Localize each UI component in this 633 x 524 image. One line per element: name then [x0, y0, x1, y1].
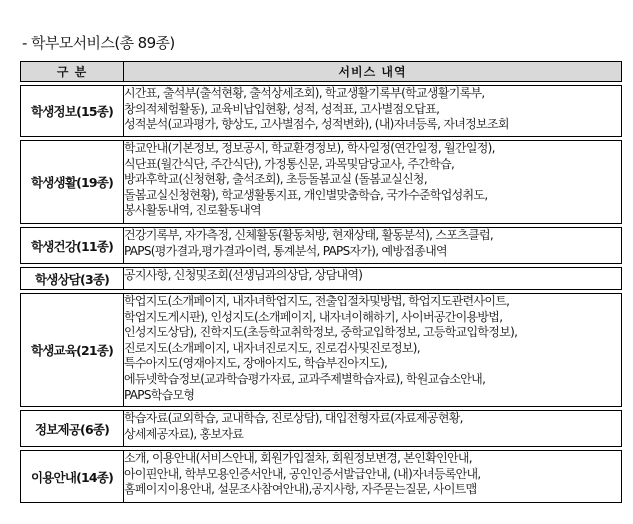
row-services — [124, 86, 622, 137]
service-line: 특수아지도(영재아지도, 장애아지도, 학습부진아지도), — [124, 356, 388, 371]
service-table — [20, 61, 622, 503]
service-line: 돌봄교실신청현황), 학교생활통지표, 개인별맞춤학습, 국가수준학업성취도, — [124, 187, 488, 202]
service-line: 소개, 이용안내(서비스안내, 회원가입절차, 회원정보변경, 본인확인안내, — [124, 451, 472, 465]
service-line: PAPS(평가결과,평가결과이력, 통계분석, PAPS자가), 예방접종내역 — [124, 243, 447, 258]
table-row — [21, 86, 622, 137]
row-services — [124, 268, 622, 290]
row-services — [124, 141, 622, 224]
service-line: 홈페이지이용안내, 설문조사참여안내),공지사항, 자주묻는질문, 사이트맵 — [124, 482, 477, 497]
row-services — [124, 411, 622, 447]
service-line: 공지사항, 신청및조회(선생님과의상담, 상담내역) — [124, 268, 363, 282]
page-heading: - 학부모서비스(총 89종) — [22, 34, 175, 52]
row-category: 학생생활(19종) — [21, 141, 124, 224]
service-line: 학습자료(교외학습, 교내학습, 진로상담), 대입전형자료(자료제공현황, — [124, 411, 463, 425]
service-line: 건강기록부, 자가측정, 신체활동(활동처방, 현재상태, 활동분석), 스포츠클럽, — [124, 228, 493, 242]
row-category: 정보제공(6종) — [21, 411, 124, 447]
service-line: 학업지도게시판), 인성지도(소개페이지, 내자녀이해하기, 사이버공간이용방법, — [124, 309, 503, 324]
row-category: 학생정보(15종) — [21, 86, 124, 137]
service-line: 상세제공자료), 홍보자료 — [124, 426, 244, 441]
service-line: 봉사활동내역, 진로활동내역 — [124, 203, 261, 218]
table-row — [21, 268, 622, 290]
service-line: 아이핀안내, 학부모용인증서안내, 공인인증서발급안내, (내)자녀등록안내, — [124, 466, 481, 481]
row-category: 학생건강(11종) — [21, 228, 124, 264]
service-line: 방과후학교(신청현황, 출석조회), 초등돌봄교실 (돌봄교실신청, — [124, 172, 427, 187]
service-line: 성적분석(교과평가, 향상도, 고사별점수, 성적변화), (내)자녀등록, 자녀정보조회 — [124, 117, 509, 132]
header-services: 서비스 내역 — [124, 62, 622, 82]
row-services — [124, 228, 622, 264]
table-row — [21, 141, 622, 224]
service-line: 창의적체험활동), 교육비납입현황, 성적, 성적표, 고사별점오답표, — [124, 101, 440, 116]
service-line: 인성지도상담), 진학지도(초등학교취학정보, 중학교입학정보, 고등학교입학정보), — [124, 325, 518, 340]
service-line: 학교안내(기본정보, 정보공시, 학교환경정보), 학사일정(연간일정, 월간일정), — [124, 141, 495, 155]
service-line: PAPS학습모형 — [124, 387, 195, 402]
row-services — [124, 451, 622, 503]
table-row — [21, 451, 622, 503]
table-row — [21, 411, 622, 447]
row-category: 이용안내(14종) — [21, 451, 124, 503]
service-line: 에듀넷학습정보(교과학습평가자료, 교과주제별학습자료), 학원교습소안내, — [124, 371, 486, 386]
table-row — [21, 228, 622, 264]
row-category: 학생상담(3종) — [21, 268, 124, 290]
service-line: 시간표, 출석부(출석현황, 출석상세조회), 학교생활기록부(학교생활기록부, — [124, 86, 485, 100]
table-row — [21, 294, 622, 407]
table-header-row — [21, 62, 622, 82]
service-line: 진로지도(소개페이지, 내자녀진로지도, 진로검사및진로정보), — [124, 340, 420, 355]
service-line: 식단표(월간식단, 주간식단), 가정통신문, 과목및담당교사, 주간학습, — [124, 156, 455, 171]
row-category: 학생교육(21종) — [21, 294, 124, 407]
service-line: 학업지도(소개페이지, 내자녀학업지도, 전출입절차및방법, 학업지도관련사이트, — [124, 294, 510, 308]
header-category: 구 분 — [21, 62, 124, 82]
row-services — [124, 294, 622, 407]
